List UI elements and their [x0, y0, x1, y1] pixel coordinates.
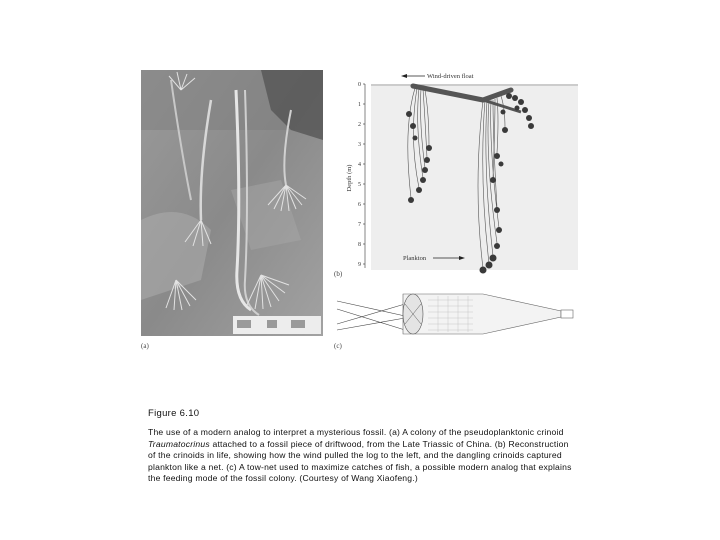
depth-tick: 4 — [358, 162, 361, 168]
depth-tick: 9 — [358, 262, 361, 268]
depth-tick: 7 — [358, 222, 361, 228]
figure-caption — [148, 427, 578, 485]
crinoid-reconstruction-diagram — [333, 68, 578, 348]
plankton-label: Plankton — [403, 255, 427, 262]
panel-a-label: (a) — [141, 342, 149, 350]
caption-text-continued: attached to a fossil piece of driftwood, from the Late Triassic of China. (b) Reconstruction of the crinoids in life, showing how the wind pulled the log to the left, and the dangling crinoids captured plankton like a net. (c) A tow-net used to maximize catches of fish, a possible modern analog that explains the feeding mode of the fossil colony. (Courtesy of Wang Xiaofeng.) — [148, 438, 572, 484]
depth-tick: 6 — [358, 202, 361, 208]
caption-text: The use of a modern analog to interpret a mysterious fossil. (a) A colony of the pseudoplanktonic crinoid — [148, 427, 564, 437]
depth-tick: 1 — [358, 102, 361, 108]
figure-number: Figure 6.10 — [148, 408, 200, 419]
depth-tick: 0 — [358, 82, 361, 88]
depth-axis-label: Depth (m) — [346, 164, 353, 192]
depth-tick: 2 — [358, 122, 361, 128]
depth-tick-labels — [358, 82, 361, 268]
depth-tick: 8 — [358, 242, 361, 248]
fossil-photo — [141, 70, 323, 336]
panel-b-label: (b) — [334, 270, 343, 278]
float-label: Wind-driven float — [427, 73, 474, 80]
tow-net — [337, 294, 573, 334]
depth-tick: 5 — [358, 182, 361, 188]
depth-tick: 3 — [358, 142, 361, 148]
caption-genus-name: Traumatocrinus — [148, 438, 210, 449]
panel-c-label: (c) — [334, 342, 342, 350]
